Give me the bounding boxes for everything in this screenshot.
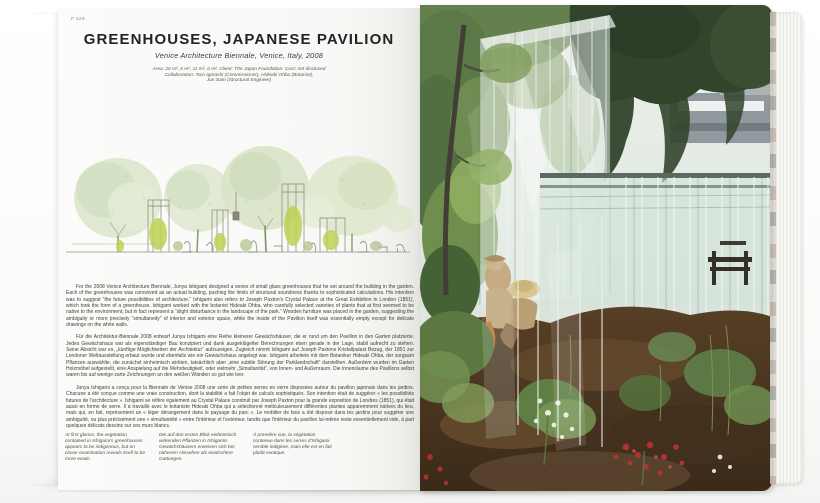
page-title: GREENHOUSES, JAPANESE PAVILION [83,31,395,48]
garden-elevation-drawing [60,146,416,274]
credits-line-2: Collaboration: Taro Igarashi (Commissioner), Hideaki Ohba (Botanist), [164,72,314,78]
credits-line-1: Area: 20 m², 6 m², 11 m², 6 m². Client: The Japan Foundation. Cost: not disclosed [152,67,326,72]
paragraph-english: For the 2008 Venice Architecture Biennale, Junya Ishigami designed a series of small glass greenhouses that he set around the building in the garden. Each of the greenhouses was conceived as an actual building, pushing the limits of structural soundness thanks to sophisticated calculations. His intention was to suggest “the future possibilities of architecture.” Ishigami also refers to Joseph Paxton’s Crystal Palace at the Great Exhibition in London (1851), which took the form of a greenhouse. Ishigami worked with the botanist Hideaki Ohba, who carefully selected varieties of plants that at first seemed to be native to the environment, but in fact represent a “slight disturbance in the landscape of the park.” Wooden furniture was placed in the garden, suggesting the ambiguity or more precisely “simultaneity” of interior and exterior space, while the inside of the Pavilion itself was essentially empty except for delicate drawings on the white walls. [66,284,414,329]
sketch-shrub-accents [173,239,382,251]
caption-french: À première vue, la végétation contenue dans les serres d’Ishigami semble indigène, mais elle est en fait plutôt exotique. [253,433,332,456]
greenhouse-photo [420,5,772,491]
folio-number: P 328 [71,16,85,21]
left-page [58,8,420,490]
paragraph-german: Für die Architektur-Biennale 2008 entwarf Junya Ishigami eine Reihe kleinerer Gewächshäuser, die er rund um den Pavillon in den Garten platzierte. Jedes Gewächshaus war als eigenständiger Bau konzipiert und dank ausgeklügelter Berechnungen eben gerade in der Lage, stabil aufrecht zu stehen. Seine Absicht war es, „künftige Möglichkeiten der Architektur“ aufzuzeigen. Zugleich nimmt Ishigami auf Joseph Paxtons Kristallpalast Bezug, der 1851 zur Londoner Weltausstellung erbaut wurde und ebenfalls wie ein Gewächshaus angelegt war. Ishigami arbeitete mit dem Botaniker Hideaki Ohba, der sorgsam Pflanzen auswählte, die zunächst einheimisch wirkten, tatsächlich aber „eine subtile Störung der Parklandschaft“ darstellten. Außerdem wurden im Garten Holzmöbel aufgestellt, eine Anspielung auf die Mehrdeutigkeit, oder vielmehr „Simultanität“, von Innen- und Außenraum. Die Innenräume des Pavillons selbst waren bis auf wenige zarte Zeichnungen an den weißen Wänden so gut wie leer. [66,334,414,379]
credits-line-3: Jun Sato (Structural Engineer) [206,78,272,84]
sketch-tree-canopies [74,146,414,238]
right-page [420,5,772,491]
caption-english: At first glance, the vegetation contained in Ishigami’s greenhouses appears to be indigenous, but on closer examination reveals itself to be more exotic. [65,433,145,462]
page-subtitle: Venice Architecture Biennale, Venice, Italy, 2008 [154,51,324,60]
fore-edge-print-bleed [770,12,776,484]
left-page-stack-edge [31,12,58,486]
project-credits [58,67,420,84]
body-text [66,284,414,435]
fore-edge-pages [770,12,802,484]
article-header [58,32,420,84]
caption-german: Die auf den ersten Blick einheimisch wirkenden Pflanzen in Ishigamis Gewächshäusern erweisen sich bei näherem Hinsehen als exotischere Gattungen. [159,433,237,462]
photo-page-sheen [420,5,772,491]
caption-row [65,433,335,463]
paragraph-french: Junya Ishigami a conçu pour la Biennale de Venise 2008 une série de petites serres en verre disposées autour du pavillon japonais dans les jardins. Chacune a été conçue comme une vraie construction, dont la stabilité a fait l’objet de calculs sophistiqués. Son intention était de suggérer « les possibilités futures de l’architecture ». Ishigami se réfère également au Crystal Palace construit par Joseph Paxton pour la grande exposition de Londres (1851), qui était aussi en forme de serre. Il a travaillé avec le botaniste Hideaki Ohba qui a sélectionné méticuleusement différentes plantes apparemment natives du lieu, mais qui, en fait, représentent un « léger dérangement dans le paysage du parc ». Le mobilier de bois a été disposé dans les jardins pour suggérer une ambiguïté, ou plus précisément une « simultanéité » entre l’intérieur et l’extérieur, tandis que l’intérieur du pavillon lui-même reste essentiellement vide, à part quelques délicats dessins sur ses murs blancs. [66,384,414,429]
